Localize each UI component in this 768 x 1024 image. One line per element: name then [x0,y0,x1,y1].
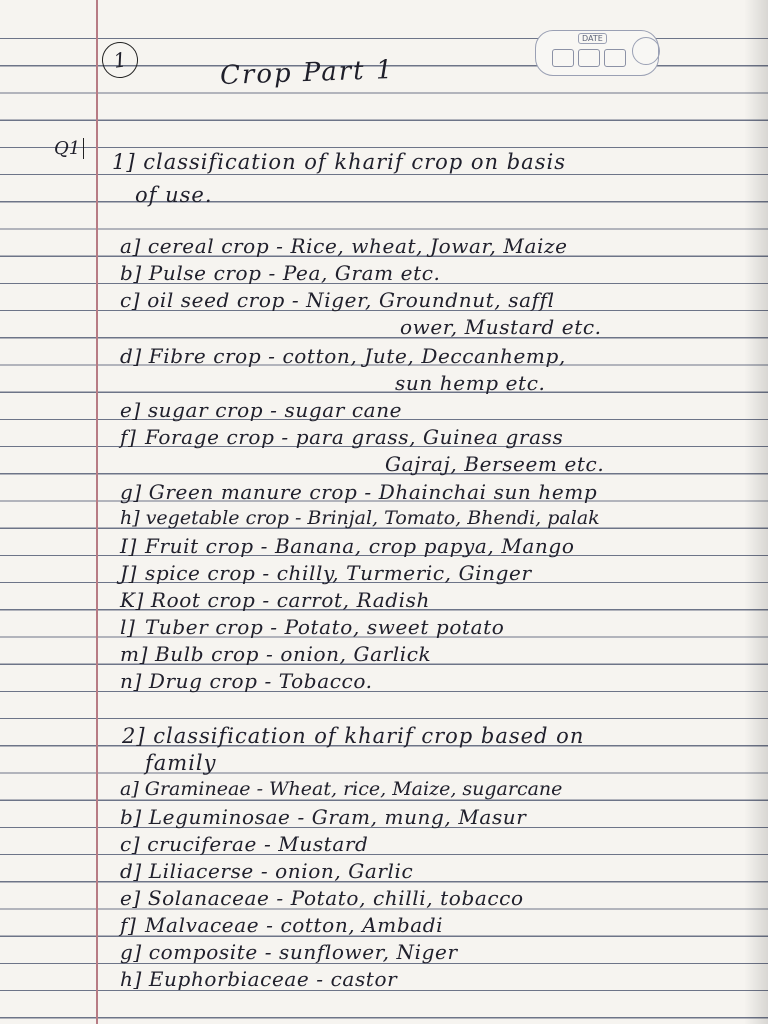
item-text: sugar crop - sugar cane [147,398,403,422]
item-marker: n] [120,669,142,693]
item-text: vegetable crop - Brinjal, Tomato, Bhendi, palak [145,507,600,529]
item-text: Drug crop - Tobacco. [148,669,373,693]
list-item [120,859,413,883]
section1-heading-line1: 1] classification of kharif crop on basis [112,150,566,174]
list-item [120,940,458,964]
item-marker: a] [120,778,139,800]
list-item-continuation [395,371,545,395]
item-text: Tuber crop - Potato, sweet potato [144,615,505,639]
item-text: Malvaceae - cotton, Ambadi [144,913,444,937]
item-text: Green manure crop - Dhainchai sun hemp [148,480,598,504]
page-number: 1 [100,40,141,81]
item-marker: h] [120,507,140,529]
item-text: cruciferae - Mustard [147,832,369,856]
list-item [120,398,402,422]
list-item [120,480,597,504]
list-item [120,913,443,937]
item-text: Liliacerse - onion, Garlic [148,859,414,883]
item-marker: J] [120,561,138,585]
item-text: Leguminosae - Gram, mung, Masur [148,805,527,829]
item-text: Solanaceae - Potato, chilli, tobacco [147,886,524,910]
item-text: ower, Mustard etc. [400,315,602,339]
list-item [120,234,568,258]
item-text: Fruit crop - Banana, crop papya, Mango [144,534,575,558]
date-cell-day [552,49,574,67]
list-item [120,288,555,312]
page-title: Crop Part 1 [219,54,395,92]
list-item [120,967,397,991]
item-text: Euphorbiaceae - castor [148,967,398,991]
item-marker: f] [120,425,137,449]
item-text: Forage crop - para grass, Guinea grass [144,425,564,449]
item-marker: h] [120,967,142,991]
section2-heading-line1: 2] classification of kharif crop based on [122,724,585,748]
item-text: sun hemp etc. [395,371,546,395]
list-item-continuation [385,452,604,476]
page-edge-shadow [744,0,768,1024]
item-marker: e] [120,398,141,422]
item-marker: l] [120,615,136,639]
list-item [120,669,373,693]
margin-line [96,0,98,1024]
list-item-continuation [400,315,602,339]
list-item [120,344,566,368]
item-marker: c] [120,288,141,312]
item-text: Pulse crop - Pea, Gram etc. [148,261,441,285]
item-text: cereal crop - Rice, wheat, Jowar, Maize [147,234,568,258]
section2-heading-line2: family [145,751,217,775]
date-box [535,30,659,76]
list-item [120,832,368,856]
item-marker: d] [120,859,142,883]
list-item [120,588,430,612]
item-marker: e] [120,886,141,910]
list-item [120,886,524,910]
list-item [120,561,532,585]
item-marker: b] [120,805,142,829]
date-cell-year [604,49,626,67]
item-marker: c] [120,832,141,856]
section1-heading-line2: of use. [135,183,213,207]
list-item [120,778,562,800]
item-marker: d] [120,344,142,368]
date-ring [632,37,660,65]
list-item [120,805,526,829]
item-text: Fibre crop - cotton, Jute, Deccanhemp, [148,344,566,368]
list-item [120,507,600,529]
date-label: DATE [578,33,607,44]
item-text: oil seed crop - Niger, Groundnut, saffl [147,288,555,312]
item-marker: a] [120,234,141,258]
question-number: Q1 [54,138,84,159]
item-marker: g] [120,480,142,504]
item-marker: I] [120,534,137,558]
item-marker: f] [120,913,137,937]
item-text: Gajraj, Berseem etc. [385,452,605,476]
item-text: spice crop - chilly, Turmeric, Ginger [144,561,532,585]
item-marker: m] [120,642,148,666]
list-item [120,261,441,285]
list-item [120,425,563,449]
date-cell-month [578,49,600,67]
item-marker: K] [120,588,144,612]
list-item [120,642,431,666]
item-text: Gramineae - Wheat, rice, Maize, sugarcane [144,778,563,800]
item-text: Root crop - carrot, Radish [150,588,430,612]
item-marker: g] [120,940,142,964]
item-text: composite - sunflower, Niger [148,940,458,964]
item-marker: b] [120,261,142,285]
list-item [120,615,504,639]
item-text: Bulb crop - onion, Garlick [154,642,432,666]
list-item [120,534,574,558]
